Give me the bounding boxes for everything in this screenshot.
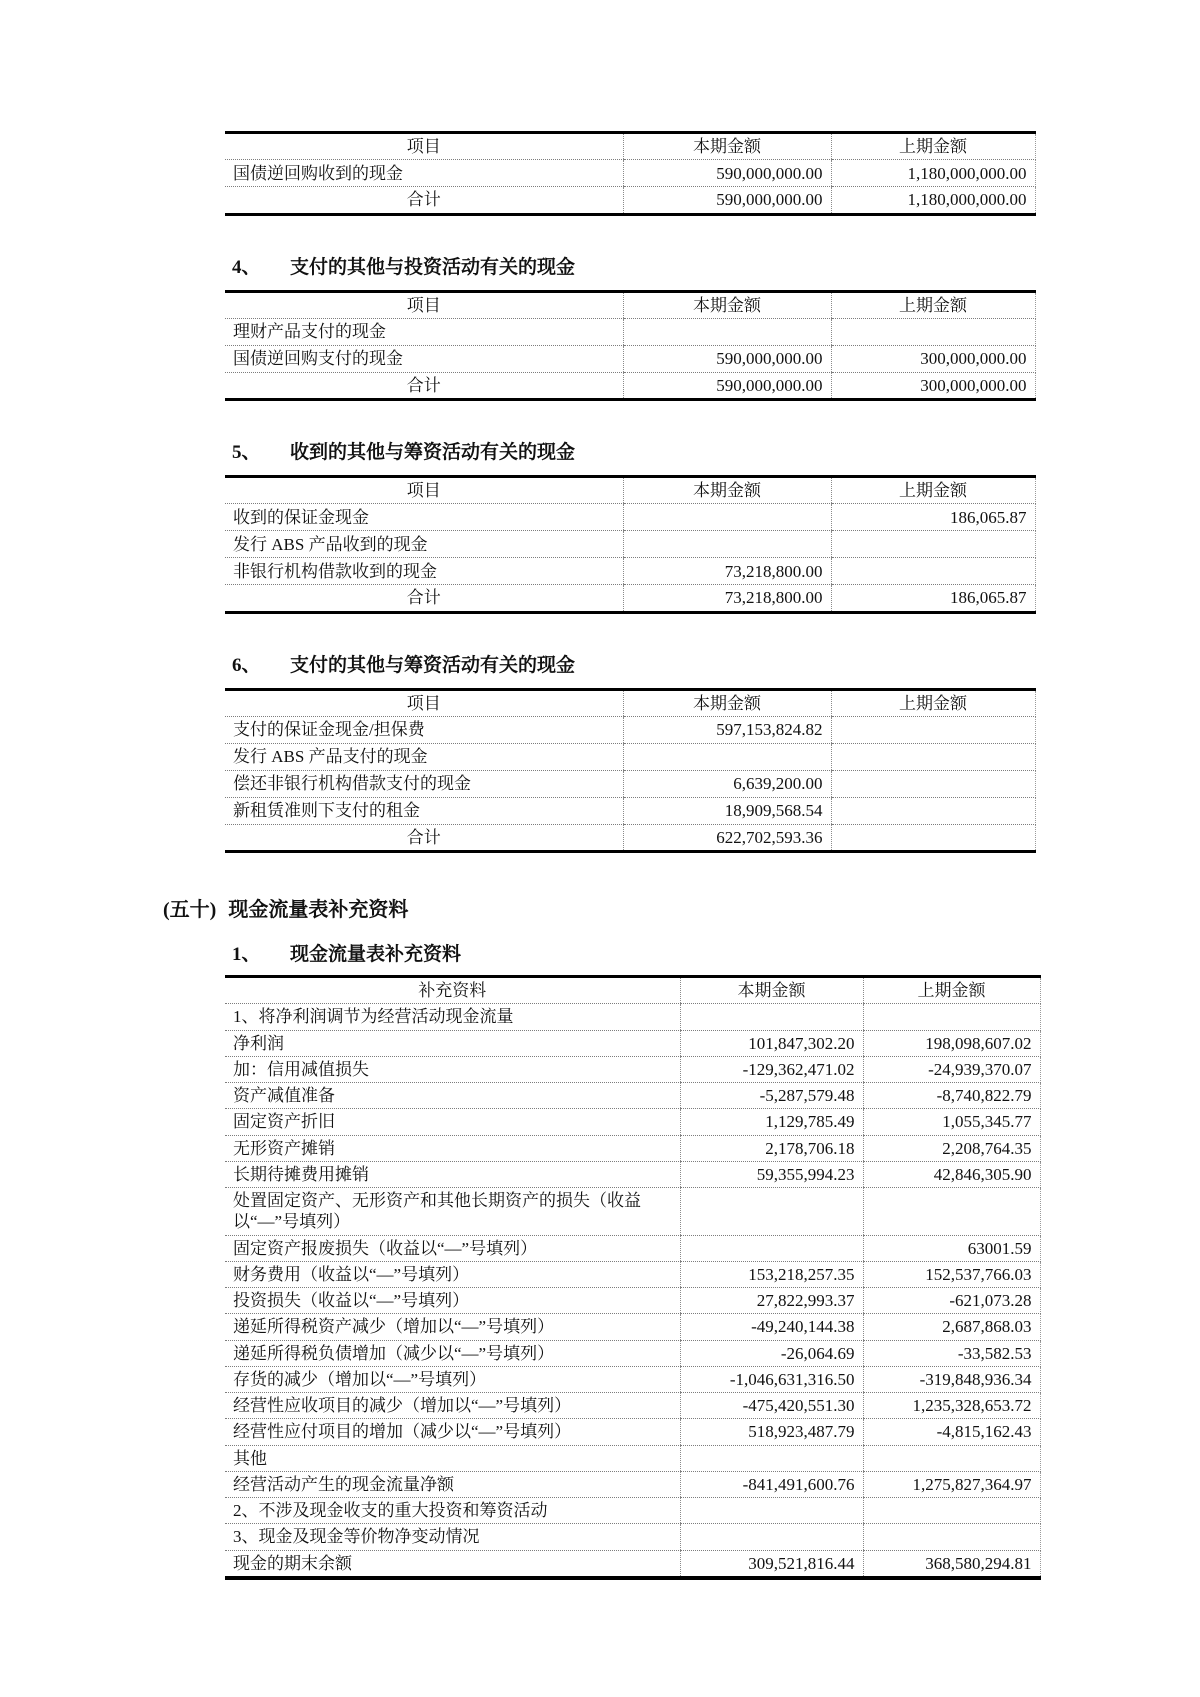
prior-amount: -8,740,822.79 [863,1083,1040,1109]
row-label: 偿还非银行机构借款支付的现金 [225,770,623,797]
current-amount: 518,923,487.79 [680,1419,863,1445]
supplement-group-number: (五十) [163,899,217,921]
column-header: 本期金额 [623,291,831,318]
current-amount [680,1235,863,1261]
current-amount: 590,000,000.00 [623,372,831,399]
prior-amount [831,318,1035,345]
current-amount: 622,702,593.36 [623,824,831,851]
statement-section [0,254,1200,402]
header-row [225,689,1035,716]
prior-amount [831,824,1035,851]
header-row [225,133,1035,160]
row-label: 存货的减少（增加以“—”号填列） [225,1366,680,1392]
current-amount: -1,046,631,316.50 [680,1366,863,1392]
statement-section [0,652,1200,854]
column-header: 上期金额 [863,977,1040,1004]
row-label: 净利润 [225,1030,680,1056]
table-row [225,1419,1040,1445]
table-row [225,797,1035,824]
table-row [225,187,1035,214]
statement-section [0,439,1200,614]
table-row [225,1004,1040,1030]
financial-table [225,131,1036,216]
current-amount: 590,000,000.00 [623,187,831,214]
supplement-sub-heading [232,941,1200,969]
table-row [225,1471,1040,1497]
table-row [225,531,1035,558]
current-amount: 59,355,994.23 [680,1161,863,1187]
prior-amount: 300,000,000.00 [831,345,1035,372]
current-amount: -129,362,471.02 [680,1056,863,1082]
column-header: 项目 [225,689,623,716]
table-row [225,1550,1040,1578]
section-heading [232,439,1200,467]
current-amount: 590,000,000.00 [623,160,831,187]
section-number: 6、 [232,654,261,676]
row-label: 收到的保证金现金 [225,504,623,531]
prior-amount: -4,815,162.43 [863,1419,1040,1445]
column-header: 本期金额 [623,477,831,504]
current-amount: -475,420,551.30 [680,1393,863,1419]
column-header: 上期金额 [831,477,1035,504]
prior-amount: 152,537,766.03 [863,1261,1040,1287]
column-header: 上期金额 [831,133,1035,160]
table-row [225,1235,1040,1261]
row-label: 发行 ABS 产品收到的现金 [225,531,623,558]
column-header: 上期金额 [831,291,1035,318]
row-label: 加：信用减值损失 [225,1056,680,1082]
column-header: 上期金额 [831,689,1035,716]
row-label: 现金的期末余额 [233,1553,352,1573]
prior-amount: 1,275,827,364.97 [863,1471,1040,1497]
current-amount: 73,218,800.00 [623,558,831,585]
supplement-sub-title: 现金流量表补充资料 [290,944,462,965]
prior-amount [863,1004,1040,1030]
table-row [225,1056,1040,1082]
table-row [225,372,1035,399]
row-label: 处置固定资产、无形资产和其他长期资产的损失（收益以“—”号填列） [225,1188,680,1236]
prior-amount: 186,065.87 [831,585,1035,612]
prior-amount [863,1498,1040,1524]
header-row [225,291,1035,318]
section-title: 支付的其他与筹资活动有关的现金 [290,654,576,676]
row-label: 合计 [406,375,441,395]
section-heading [232,652,1200,680]
table-row [225,1288,1040,1314]
header-row [225,977,1040,1004]
current-amount: 597,153,824.82 [623,716,831,743]
table-row [225,345,1035,372]
table-row [225,1109,1040,1135]
prior-amount [863,1188,1040,1236]
prior-amount: 42,846,305.90 [863,1161,1040,1187]
table-row [225,1135,1040,1161]
prior-amount [831,770,1035,797]
current-amount: 309,521,816.44 [680,1550,863,1578]
current-amount: 6,639,200.00 [623,770,831,797]
column-header: 补充资料 [225,977,680,1004]
section-number: 5、 [232,442,261,463]
table-row [225,743,1035,770]
current-amount [680,1445,863,1471]
row-label: 支付的保证金现金/担保费 [225,716,623,743]
prior-amount: 186,065.87 [831,504,1035,531]
table-row [225,1188,1040,1236]
row-label: 2、不涉及现金收支的重大投资和筹资活动 [225,1498,680,1524]
prior-amount [831,716,1035,743]
current-amount: 18,909,568.54 [623,797,831,824]
table-row [225,1161,1040,1187]
table-row [225,585,1035,612]
current-amount [623,743,831,770]
table-row [225,1366,1040,1392]
current-amount: -841,491,600.76 [680,1471,863,1497]
row-label: 递延所得税负债增加（减少以“—”号填列） [225,1340,680,1366]
row-label: 递延所得税资产减少（增加以“—”号填列） [225,1314,680,1340]
column-header: 本期金额 [623,133,831,160]
row-label: 合计 [406,588,441,608]
row-label: 新租赁准则下支付的租金 [225,797,623,824]
current-amount: 590,000,000.00 [623,345,831,372]
current-amount: 2,178,706.18 [680,1135,863,1161]
current-amount: 73,218,800.00 [623,585,831,612]
prior-amount [831,797,1035,824]
section-number: 4、 [232,256,261,278]
prior-amount: 1,055,345.77 [863,1109,1040,1135]
table-row [225,504,1035,531]
row-label: 资产减值准备 [225,1083,680,1109]
financial-table [225,475,1036,614]
table-row [225,1445,1040,1471]
financial-table [225,290,1036,402]
table-row [225,770,1035,797]
table-row [225,558,1035,585]
table-row [225,1393,1040,1419]
table-row [225,716,1035,743]
prior-amount: 1,235,328,653.72 [863,1393,1040,1419]
row-label: 理财产品支付的现金 [225,318,623,345]
cash-detail-sections [0,131,1200,853]
row-label: 固定资产折旧 [225,1109,680,1135]
table-row [225,1340,1040,1366]
row-label: 合计 [406,190,441,210]
supplement-group-title: 现金流量表补充资料 [228,899,409,921]
row-label: 3、现金及现金等价物净变动情况 [225,1524,680,1550]
prior-amount: -24,939,370.07 [863,1056,1040,1082]
supplement-sub-number: 1、 [232,944,261,965]
row-label: 经营活动产生的现金流量净额 [225,1471,680,1497]
current-amount: -26,064.69 [680,1340,863,1366]
current-amount: 27,822,993.37 [680,1288,863,1314]
row-label: 经营性应收项目的减少（增加以“—”号填列） [225,1393,680,1419]
prior-amount [831,743,1035,770]
current-amount: -5,287,579.48 [680,1083,863,1109]
table-row [225,1314,1040,1340]
table-row [225,1030,1040,1056]
prior-amount: 1,180,000,000.00 [831,160,1035,187]
table-row [225,1524,1040,1550]
statement-section [0,131,1200,216]
table-row [225,318,1035,345]
current-amount [623,318,831,345]
supplement-table-host [0,975,1200,1580]
prior-amount: 2,687,868.03 [863,1314,1040,1340]
prior-amount: 300,000,000.00 [831,372,1035,399]
row-label: 其他 [225,1445,680,1471]
section-title: 支付的其他与投资活动有关的现金 [290,256,576,278]
row-label: 经营性应付项目的增加（减少以“—”号填列） [225,1419,680,1445]
current-amount [680,1188,863,1236]
section-heading [232,254,1200,282]
current-amount: 1,129,785.49 [680,1109,863,1135]
row-label: 非银行机构借款收到的现金 [225,558,623,585]
row-label: 投资损失（收益以“—”号填列） [225,1288,680,1314]
row-label: 国债逆回购收到的现金 [225,160,623,187]
prior-amount: -621,073.28 [863,1288,1040,1314]
table-row [225,824,1035,851]
row-label: 长期待摊费用摊销 [225,1161,680,1187]
prior-amount [831,531,1035,558]
current-amount [623,531,831,558]
prior-amount [831,558,1035,585]
current-amount: 101,847,302.20 [680,1030,863,1056]
prior-amount: -33,582.53 [863,1340,1040,1366]
column-header: 本期金额 [680,977,863,1004]
supplement-group-heading [163,895,1200,925]
prior-amount: 198,098,607.02 [863,1030,1040,1056]
supplement-table [225,975,1041,1580]
current-amount: 153,218,257.35 [680,1261,863,1287]
current-amount [680,1004,863,1030]
current-amount [623,504,831,531]
table-row [225,1083,1040,1109]
row-label: 固定资产报废损失（收益以“—”号填列） [225,1235,680,1261]
financial-table [225,688,1036,854]
row-label: 发行 ABS 产品支付的现金 [225,743,623,770]
current-amount [680,1498,863,1524]
prior-amount: -319,848,936.34 [863,1366,1040,1392]
column-header: 本期金额 [623,689,831,716]
prior-amount: 63001.59 [863,1235,1040,1261]
column-header: 项目 [225,291,623,318]
current-amount [680,1524,863,1550]
table-row [225,1261,1040,1287]
table-row [225,1498,1040,1524]
row-label: 1、将净利润调节为经营活动现金流量 [225,1004,680,1030]
prior-amount [863,1524,1040,1550]
prior-amount: 1,180,000,000.00 [831,187,1035,214]
row-label: 无形资产摊销 [225,1135,680,1161]
row-label: 财务费用（收益以“—”号填列） [225,1261,680,1287]
current-amount: -49,240,144.38 [680,1314,863,1340]
prior-amount [863,1445,1040,1471]
column-header: 项目 [225,477,623,504]
row-label: 国债逆回购支付的现金 [225,345,623,372]
column-header: 项目 [225,133,623,160]
section-title: 收到的其他与筹资活动有关的现金 [290,442,576,463]
table-row [225,160,1035,187]
header-row [225,477,1035,504]
prior-amount: 2,208,764.35 [863,1135,1040,1161]
row-label: 合计 [406,827,441,847]
prior-amount: 368,580,294.81 [863,1550,1040,1578]
